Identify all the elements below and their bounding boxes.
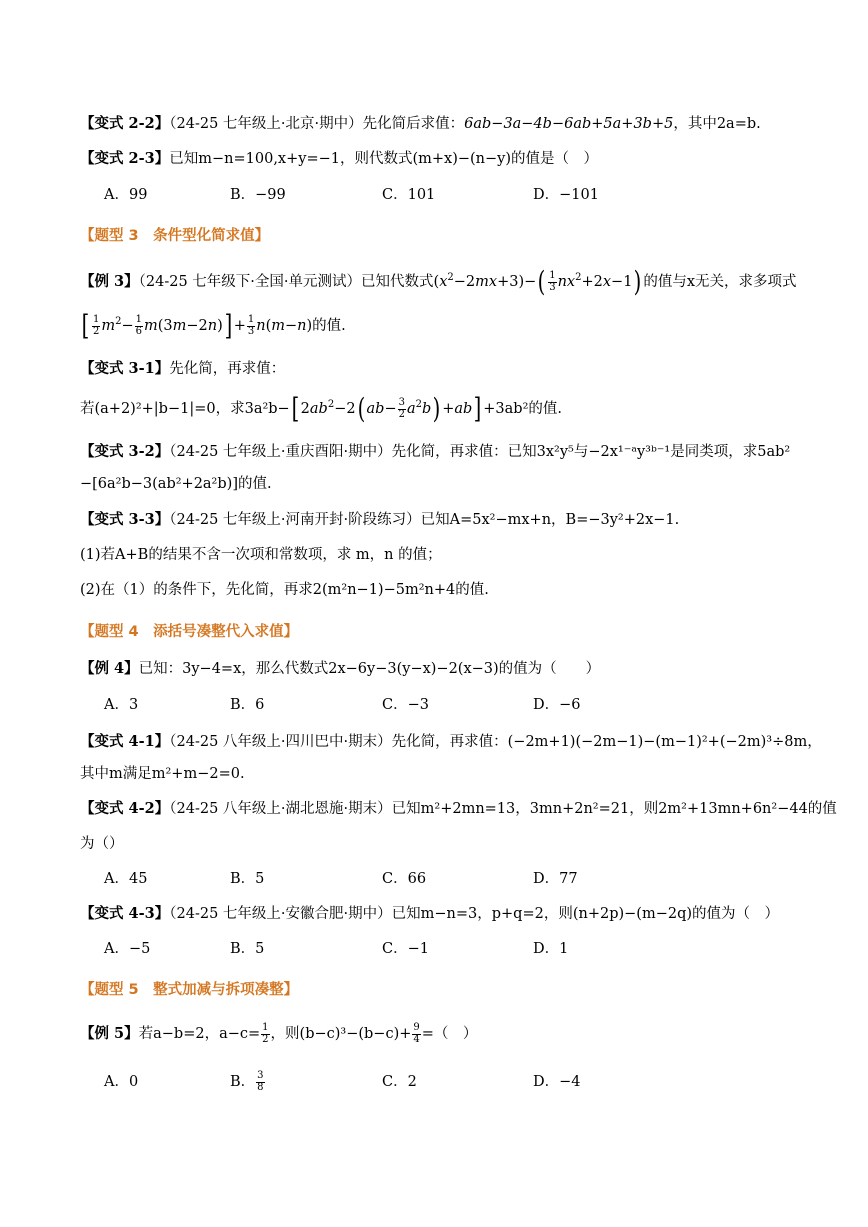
source: （24-25 八年级上·湖北恩施·期末） (169, 801, 392, 817)
section-title-5: 【题型 5 整式加减与拆项凑整】 (80, 982, 299, 998)
option-a: A．45 (104, 871, 148, 887)
option-b (230, 1070, 266, 1093)
option-c: C．66 (382, 871, 427, 887)
option-c: C．−1 (382, 941, 429, 957)
question-text: 已知m−n=3，p+q=2，则(n+2p)−(m−2q)的值为（ ） (391, 906, 780, 922)
option-c: C．101 (382, 187, 436, 203)
option-d: D．−4 (533, 1074, 581, 1090)
variant-tag: 【变式 3-2】 (80, 443, 170, 460)
source: （24-25 七年级上·安徽合肥·期中） (169, 906, 392, 922)
variant-tag: 【变式 4-2】 (80, 800, 170, 817)
variant-3-1 (80, 357, 285, 378)
option-label: B． (230, 1074, 256, 1090)
variant-tag: 【变式 3-1】 (80, 360, 170, 377)
variant-3-1-expr: 若(a+2)²+|b−1|=0，求3a²b−[ $2ab^2-2$( ab− $\frac{3}{2}$ $a^2b) +ab] +3ab^2$的值. (80, 391, 563, 425)
question-text: 若a−b=2，a−c= (138, 1026, 261, 1042)
variant-tag: 【变式 2-3】 (80, 150, 170, 167)
option-b: B．6 (230, 697, 265, 713)
option-c: C．2 (382, 1074, 417, 1090)
question-text: 已知m²+2mn=13，3mn+2n²=21，则2m²+13mn+6n²−44的值 (391, 801, 837, 817)
option-b: B．5 (230, 871, 265, 887)
variant-2-3 (80, 147, 598, 168)
expression-part-2: +3ab²的值. (483, 401, 563, 417)
expression-part-1: 若(a+2)²+|b−1|=0，求3a²b− (80, 401, 290, 417)
question-text: 先化简，再求值：已知3x²y⁵与−2x¹⁻ᵃy³ᵇ⁻¹是同类项，求5ab² (391, 444, 791, 460)
variant-4-1 (80, 730, 822, 751)
example-4 (80, 657, 600, 678)
example-3: 【例 3】（24-25 七年级下·全国·单元测试）已知代数式$(x^2-2mx+3)-$( $\frac{1}{3}$ $nx^2+2x-1$) 的值与x无关，求多项式 (80, 264, 797, 298)
example-3-expr: [ $\frac{1}{2}$ $m^2-$ $\frac{1}{6}$ m(3m−2n)] + $\frac{1}{3}$ n(m−n)的值. (81, 308, 346, 342)
variant-4-1-line2: 其中m满足m²+m−2=0. (80, 766, 245, 782)
question-text: 已知m−n=100,x+y=−1，则代数式(m+x)−(n−y)的值是（ ） (169, 151, 598, 167)
option-a: A．−5 (104, 941, 151, 957)
option-b: B．−99 (230, 187, 286, 203)
source: （24-25 八年级上·四川巴中·期末） (169, 734, 392, 750)
question-text-2: 的值与x无关，求多项式 (643, 274, 797, 290)
question-part-1: (1)若A+B的结果不含一次项和常数项，求 m，n 的值； (80, 547, 442, 563)
option-d: D．−6 (533, 697, 581, 713)
variant-3-2 (80, 440, 790, 461)
variant-tag: 【变式 4-3】 (80, 905, 170, 922)
question-text-3: =（ ） (421, 1026, 478, 1042)
option-d: D．−101 (533, 187, 599, 203)
option-d: D．77 (533, 871, 578, 887)
question-text: 先化简后求值： (362, 116, 465, 132)
variant-tag: 【变式 4-1】 (80, 733, 170, 750)
variant-4-2 (80, 797, 837, 818)
option-d: D．1 (533, 941, 569, 957)
variant-4-3 (80, 902, 779, 923)
option-b: B．5 (230, 941, 265, 957)
question-text: 先化简，再求值： (169, 361, 286, 377)
section-title-4: 【题型 4 添括号凑整代入求值】 (80, 624, 299, 640)
example-tag: 【例 4】 (80, 660, 139, 677)
source: （24-25 七年级下·全国·单元测试） (138, 274, 362, 290)
question-text: 已知：3y−4=x，那么代数式2x−6y−3(y−x)−2(x−3)的值为（ ） (138, 661, 601, 677)
source: （24-25 七年级上·重庆酉阳·期中） (169, 444, 392, 460)
example-tag: 【例 3】 (80, 273, 139, 290)
source: （24-25 七年级上·河南开封·阶段练习） (169, 512, 421, 528)
variant-3-3 (80, 508, 679, 529)
variant-4-2-line2: 为（） (80, 836, 124, 852)
variant-2-2 (80, 112, 761, 133)
question-text: 已知A=5x²−mx+n，B=−3y²+2x−1. (420, 512, 680, 528)
option-a: A．99 (104, 187, 148, 203)
question-tail: ，其中2a=b. (673, 116, 761, 132)
example-tag: 【例 5】 (80, 1025, 139, 1042)
option-c: C．−3 (382, 697, 429, 713)
expression: 6ab−3a−4b−6ab+5a+3b+5 (464, 116, 674, 132)
variant-tag: 【变式 2-2】 (80, 115, 170, 132)
question-text-3: 的值. (312, 318, 346, 334)
fraction: $\frac{3}{8}$ (257, 1070, 264, 1093)
question-text: 先化简，再求值：(−2m+1)(−2m−1)−(m−1)²+(−2m)³÷8m， (391, 734, 822, 750)
question-text: 已知代数式 (361, 274, 434, 290)
section-title-3: 【题型 3 条件型化简求值】 (80, 228, 270, 244)
source: （24-25 七年级上·北京·期中） (169, 116, 363, 132)
option-a: A．0 (104, 1074, 139, 1090)
variant-tag: 【变式 3-3】 (80, 511, 170, 528)
example-5: 【例 5】若a−b=2，a−c= $\frac{1}{2}$ ，则(b−c)³−(b−c)+ $\frac{9}{4}$ =（ ） (80, 1022, 478, 1045)
option-a: A．3 (104, 697, 139, 713)
question-part-2: (2)在（1）的条件下，先化简，再求2(m²n−1)−5m²n+4的值. (80, 582, 489, 598)
variant-3-2-line2: −[6a²b−3(ab²+2a²b)]的值. (80, 476, 272, 492)
question-text-2: ，则(b−c)³−(b−c)+ (270, 1026, 412, 1042)
